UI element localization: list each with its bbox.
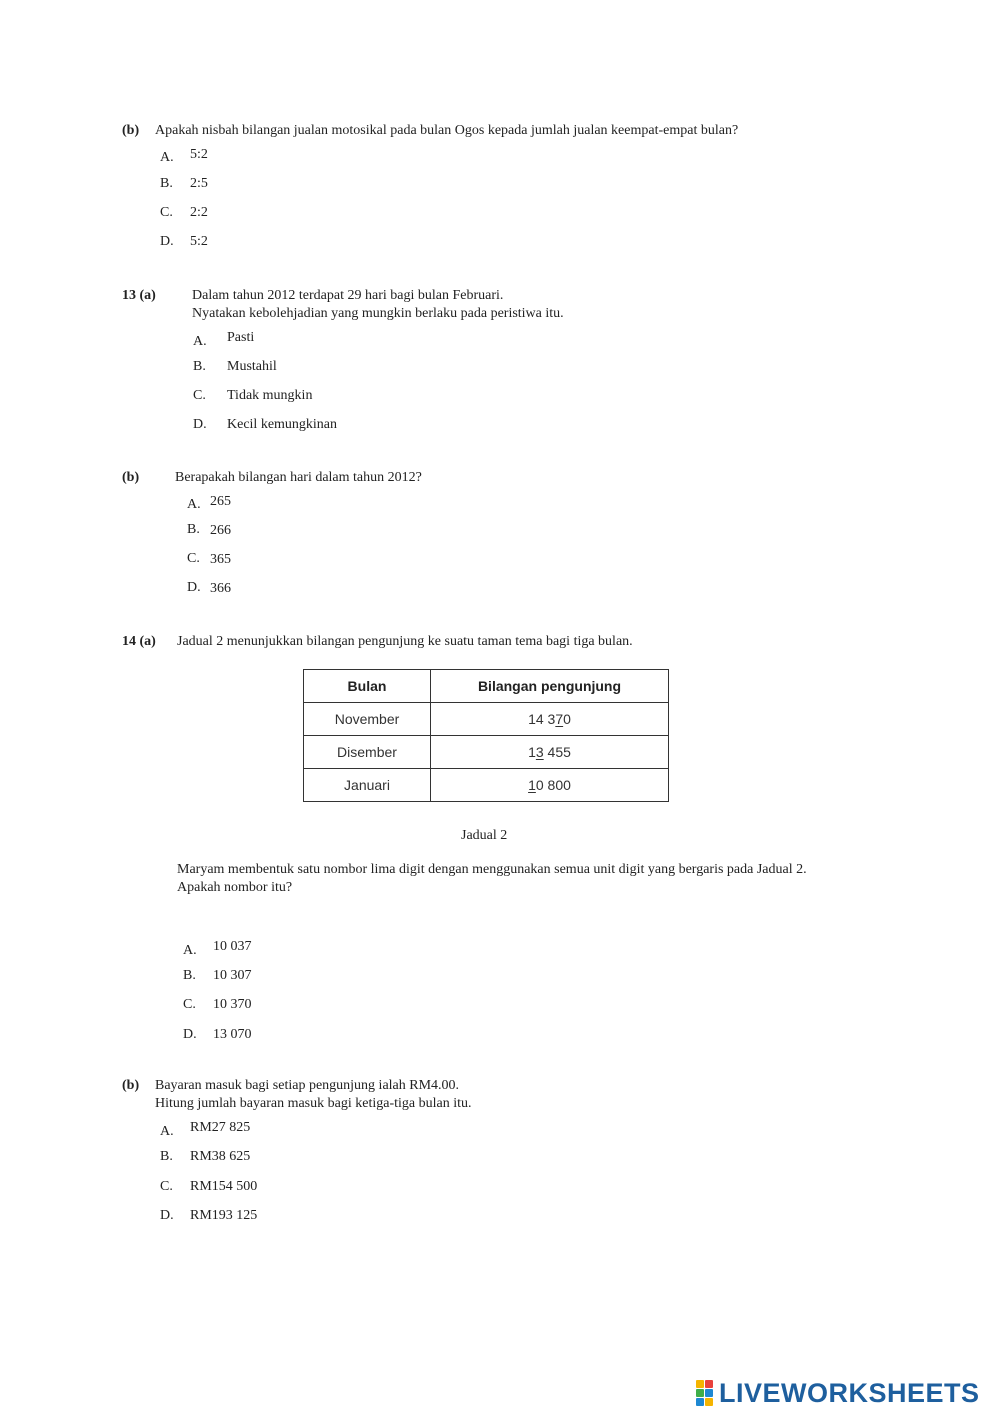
option-text[interactable]: 265 <box>210 494 231 509</box>
option-text[interactable]: 366 <box>210 581 231 596</box>
q14b-line2: Hitung jumlah bayaran masuk bagi ketiga-tiga bulan itu. <box>155 1096 472 1111</box>
option-text[interactable]: Mustahil <box>227 359 277 374</box>
logo-text: LIVEWORKSHEETS <box>719 1377 980 1408</box>
q13a-label: 13 (a) <box>122 288 156 303</box>
option-letter: C. <box>160 205 173 220</box>
option-letter: A. <box>187 497 201 512</box>
visitors-underlined-digit: 3 <box>535 744 544 760</box>
option-text[interactable]: 365 <box>210 552 231 567</box>
q13a-line1: Dalam tahun 2012 terdapat 29 hari bagi bulan Februari. <box>192 288 504 303</box>
option-text[interactable]: 266 <box>210 523 231 538</box>
option-text[interactable]: RM154 500 <box>190 1179 258 1194</box>
q13b-label: (b) <box>122 470 140 485</box>
q14a-line1: Maryam membentuk satu nombor lima digit dengan menggunakan semua unit digit yang bergaris pada Jadual 2. <box>177 862 807 877</box>
option-letter: A. <box>160 1124 174 1139</box>
option-letter: B. <box>183 968 196 983</box>
option-text[interactable]: 10 307 <box>213 968 252 983</box>
option-text[interactable]: RM193 125 <box>190 1208 258 1223</box>
q14a-intro: Jadual 2 menunjukkan bilangan pengunjung ke suatu taman tema bagi tiga bulan. <box>177 634 633 649</box>
visitors-post: 0 <box>563 711 571 727</box>
table-row <box>304 703 669 736</box>
option-letter: B. <box>160 176 173 191</box>
q12b-question: Apakah nisbah bilangan jualan motosikal pada bulan Ogos kepada jumlah jualan keempat-empat bulan? <box>155 123 739 138</box>
visitors-underlined-digit: 7 <box>555 711 564 727</box>
option-text[interactable]: 5:2 <box>190 147 208 162</box>
option-letter: D. <box>160 234 174 249</box>
option-letter: C. <box>187 551 200 566</box>
visitors-post: 455 <box>543 744 571 760</box>
q13a-line2: Nyatakan kebolehjadian yang mungkin berlaku pada peristiwa itu. <box>192 306 564 321</box>
option-text[interactable]: 10 037 <box>213 939 252 954</box>
option-text[interactable]: 2:2 <box>190 205 208 220</box>
option-letter: D. <box>183 1027 197 1042</box>
option-text[interactable]: 10 370 <box>213 997 252 1012</box>
option-letter: A. <box>193 334 207 349</box>
option-text[interactable]: Pasti <box>227 330 255 345</box>
table-header-bulan: Bulan <box>304 670 431 703</box>
option-letter: A. <box>183 943 197 958</box>
option-text[interactable]: RM27 825 <box>190 1120 251 1135</box>
q13b-question: Berapakah bilangan hari dalam tahun 2012? <box>175 470 422 485</box>
option-letter: B. <box>193 359 206 374</box>
option-letter: D. <box>160 1208 174 1223</box>
table-caption: Jadual 2 <box>461 828 508 843</box>
table-header-bilangan: Bilangan pengunjung <box>431 670 669 703</box>
visitors-underlined-digit: 1 <box>528 777 536 793</box>
option-letter: C. <box>183 997 196 1012</box>
option-letter: D. <box>187 580 201 595</box>
table-cell-month: Januari <box>304 769 431 802</box>
table-cell-month: Disember <box>304 736 431 769</box>
visitors-post: 0 800 <box>535 777 571 793</box>
table-cell-month: November <box>304 703 431 736</box>
visitors-pre: 1 <box>528 744 536 760</box>
table-cell-visitors <box>431 769 669 802</box>
q14b-line1: Bayaran masuk bagi setiap pengunjung ialah RM4.00. <box>155 1078 460 1093</box>
jadual-2-table <box>303 669 669 802</box>
q12b-label: (b) <box>122 123 140 138</box>
q14b-label: (b) <box>122 1078 140 1093</box>
liveworksheets-logo[interactable] <box>696 1376 980 1410</box>
option-text[interactable]: 2:5 <box>190 176 208 191</box>
q14a-line2: Apakah nombor itu? <box>177 880 293 895</box>
q14a-label: 14 (a) <box>122 634 156 649</box>
option-text[interactable]: Tidak mungkin <box>227 388 313 403</box>
option-text[interactable]: Kecil kemungkinan <box>227 417 338 432</box>
option-text[interactable]: 5:2 <box>190 234 208 249</box>
option-letter: A. <box>160 150 174 165</box>
table-row <box>304 769 669 802</box>
table-header-row <box>304 670 669 703</box>
visitors-pre: 14 3 <box>528 711 556 727</box>
option-text[interactable]: 13 070 <box>213 1027 252 1042</box>
option-letter: C. <box>193 388 206 403</box>
logo-blocks-icon <box>696 1380 713 1406</box>
option-letter: B. <box>160 1149 173 1164</box>
option-letter: D. <box>193 417 207 432</box>
option-text[interactable]: RM38 625 <box>190 1149 251 1164</box>
table-cell-visitors <box>431 736 669 769</box>
option-letter: C. <box>160 1179 173 1194</box>
table-row <box>304 736 669 769</box>
table-cell-visitors <box>431 703 669 736</box>
option-letter: B. <box>187 522 200 537</box>
